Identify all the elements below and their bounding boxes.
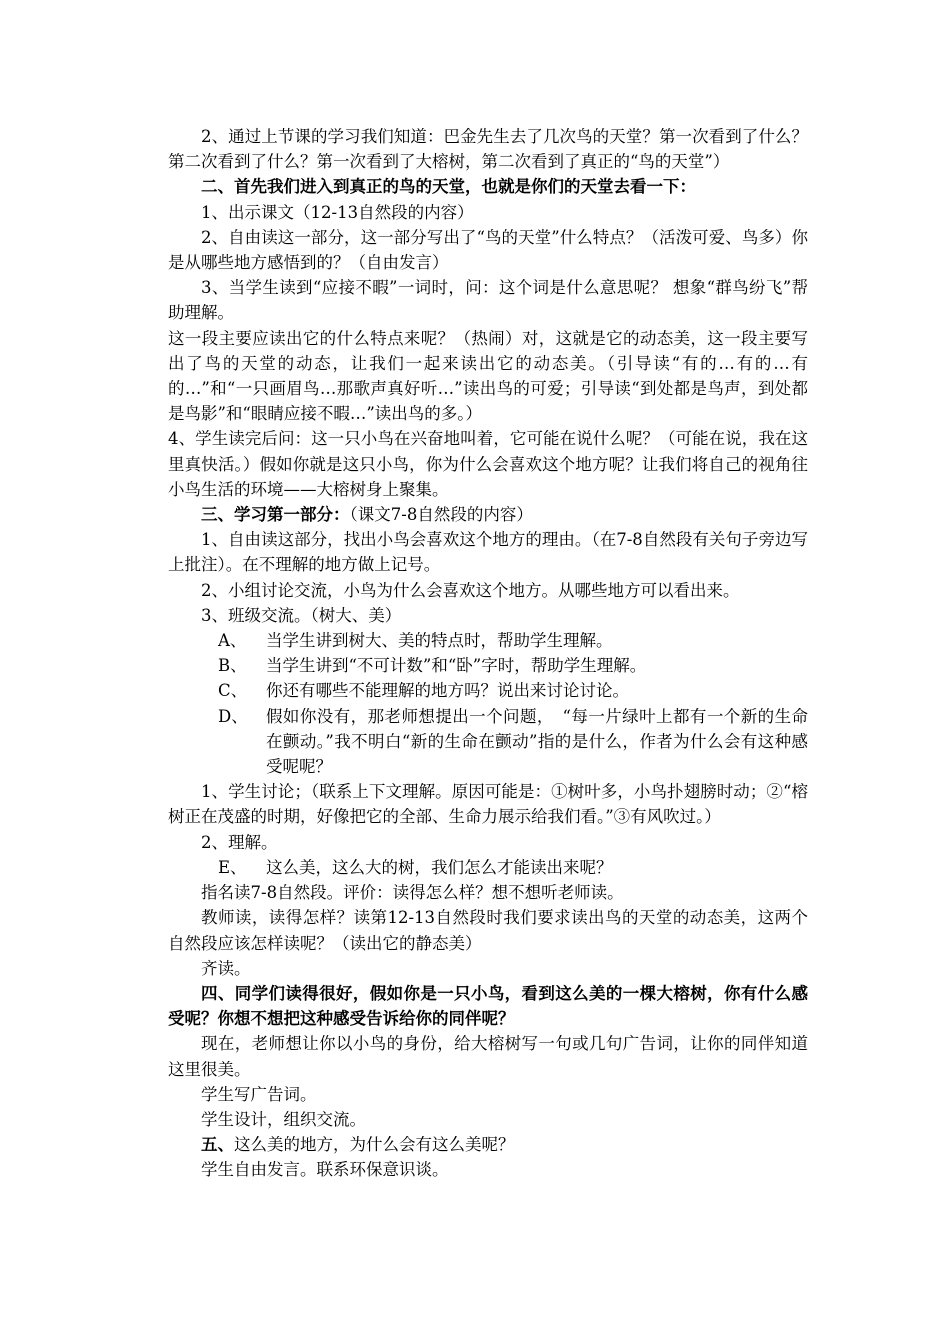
paragraph-read-together: 齐读。 xyxy=(201,958,251,978)
section-heading-three-note: （课文7-8自然段的内容） xyxy=(349,505,533,525)
paragraph-write-slogan: 学生写广告词。 xyxy=(201,1084,317,1104)
paragraph-dynamic-beauty: 这一段主要应读出它的什么特点来呢？（热闹）对，这就是它的动态美，这一段主要写出了鸟的天堂的动态，让我们一起来读出它的动态美。（引导读“有的…有的…有的…”和“一只画眉鸟…那歌声真好听…”读出鸟的可爱；引导读“到处都是鸟声，到处都是鸟影”和“眼睛应接不暇…”读出鸟的多。） xyxy=(168,328,808,424)
list-item-text: 当学生讲到“不可计数”和“卧”字时，帮助学生理解。 xyxy=(266,656,647,676)
section-heading-three xyxy=(168,502,808,527)
list-item-text: 这么美，这么大的树，我们怎么才能读出来呢？ xyxy=(266,857,613,877)
paragraph-free-speech: 学生自由发言。联系环保意识谈。 xyxy=(201,1160,449,1180)
section-heading-five-label: 五、 xyxy=(201,1135,234,1155)
paragraph-ad-slogan: 现在，老师想让你以小鸟的身份，给大榕树写一句或几句广告词，让你的同伴知道这里很美。 xyxy=(168,1034,808,1079)
list-item-text: 假如你没有，那老师想提出一个问题， “每一片绿叶上都有一个新的生命在颤动。”我不明白“新的生命在颤动”指的是什么，作者为什么会有这种感受呢呢？ xyxy=(266,706,808,777)
paragraph-review-question: 2、通过上节课的学习我们知道：巴金先生去了几次鸟的天堂？第一次看到了什么？ 第二次看到了什么？第一次看到了大榕树，第二次看到了真正的“鸟的天堂”） xyxy=(168,127,841,172)
section-heading-five xyxy=(168,1132,808,1157)
list-marker: C、 xyxy=(218,681,248,701)
paragraph-bird-perspective: 4、学生读完后问：这一只小鸟在兴奋地叫着，它可能在说什么呢？（可能在说，我在这里真快活。）假如你就是这只小鸟，你为什么会喜欢这个地方呢？让我们将自己的视角往小鸟生活的环境——大榕树身上聚集。 xyxy=(168,429,808,499)
paragraph-teacher-reading: 教师读，读得怎样？读第12-13自然段时我们要求读出鸟的天堂的动态美，这两个自然段应该怎样读呢？（读出它的静态美） xyxy=(168,908,808,953)
list-marker: E、 xyxy=(218,857,247,877)
list-marker: D、 xyxy=(218,706,248,726)
paragraph-understand: 2、理解。 xyxy=(201,832,278,852)
paragraph-design-exchange: 学生设计，组织交流。 xyxy=(201,1109,366,1129)
list-item xyxy=(168,855,808,880)
paragraph-find-reasons: 1、自由读这部分，找出小鸟会喜欢这个地方的理由。（在7-8自然段有关句子旁边写上批注）。在不理解的地方做上记号。 xyxy=(168,530,808,575)
list-item xyxy=(168,628,808,653)
list-marker: B、 xyxy=(218,656,247,676)
list-item-text: 你还有哪些不能理解的地方吗？说出来讨论讨论。 xyxy=(266,681,629,701)
section-heading-four: 四、同学们读得很好，假如你是一只小鸟，看到这么美的一棵大榕树，你有什么感受呢？你想不想把这种感受告诉给你的同伴呢？ xyxy=(168,983,808,1029)
list-item-text: 当学生讲到树大、美的特点时，帮助学生理解。 xyxy=(266,631,613,651)
paragraph-group-discussion: 2、小组讨论交流，小鸟为什么会喜欢这个地方。从哪些地方可以看出来。 xyxy=(201,580,740,600)
section-heading-five-text: 这么美的地方，为什么会有这么美呢？ xyxy=(234,1135,515,1155)
paragraph-show-text: 1、出示课文（12-13自然段的内容） xyxy=(201,202,474,222)
document-body xyxy=(168,124,841,1183)
paragraph-named-reading: 指名读7-8自然段。评价：读得怎么样？想不想听老师读。 xyxy=(201,883,624,903)
list-marker: A、 xyxy=(218,631,247,651)
paragraph-class-exchange: 3、班级交流。（树大、美） xyxy=(201,605,402,625)
list-item xyxy=(168,704,808,780)
list-item xyxy=(168,653,808,678)
paragraph-word-meaning: 3、当学生读到“应接不暇”一词时，问：这个词是什么意思呢？ 想象“群鸟纷飞”帮助理解。 xyxy=(168,278,808,323)
paragraph-free-reading: 2、自由读这一部分，这一部分写出了“鸟的天堂”什么特点？（活泼可爱、鸟多）你是从哪些地方感悟到的？（自由发言） xyxy=(168,227,808,273)
paragraph-student-discussion: 1、学生讨论；（联系上下文理解。原因可能是：①树叶多，小鸟扑翅膀时动；②“榕树正在茂盛的时期，好像把它的全部、生命力展示给我们看。”③有风吹过。） xyxy=(168,782,808,827)
section-heading-three-label: 三、学习第一部分： xyxy=(201,505,350,525)
section-heading-two: 二、首先我们进入到真正的鸟的天堂，也就是你们的天堂去看一下： xyxy=(201,177,696,197)
list-item xyxy=(168,678,808,703)
